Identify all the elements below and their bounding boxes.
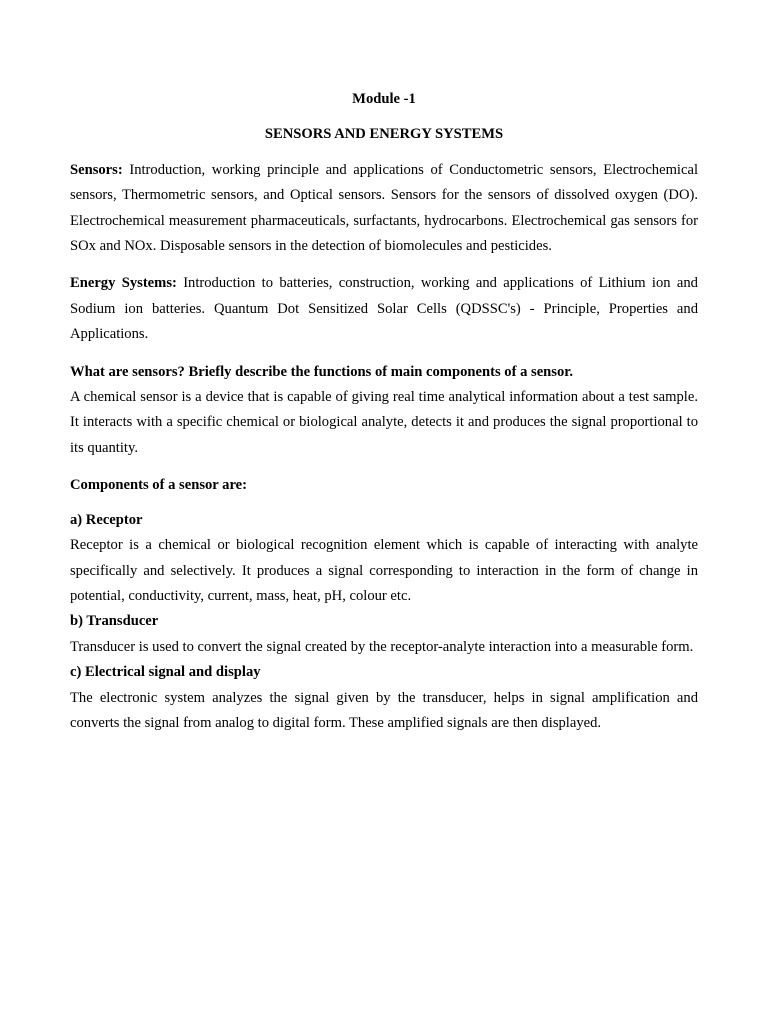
receptor-heading: a) Receptor bbox=[70, 511, 143, 528]
components-heading: Components of a sensor are: bbox=[70, 477, 248, 494]
receptor-paragraph: Receptor is a chemical or biological recognition element which is capable of interacting with analyte specifically and selectively. It produces a signal corresponding to interaction in the form of change in potential, conductivity, current, mass, heat, pH, colour etc. bbox=[70, 537, 698, 604]
section-title: SENSORS AND ENERGY SYSTEMS bbox=[264, 126, 504, 143]
electrical-signal-display-heading: c) Electrical signal and display bbox=[70, 664, 261, 681]
sensors-text: Introduction, working principle and applications of Conductometric sensors, Electrochemical sensors, Thermometric sensors, and Optical sensors. Sensors for the sensors of dissolved oxygen (DO). Electrochemical measurement pharmaceuticals, surfactants, hydrocarbons. Electrochemical gas sensors for SOx and NOx. Disposable sensors in the detection of biomolecules and pesticides. bbox=[70, 161, 698, 255]
sensors-label: Sensors: bbox=[70, 161, 123, 178]
transducer-heading: b) Transducer bbox=[70, 613, 159, 630]
energy-systems-syllabus-paragraph bbox=[70, 271, 698, 347]
module-title: Module -1 bbox=[352, 91, 416, 107]
transducer-paragraph: Transducer is used to convert the signal created by the receptor-analyte interaction into a measurable form. bbox=[70, 638, 694, 655]
question-answer-paragraph: A chemical sensor is a device that is capable of giving real time analytical information about a test sample. It interacts with a specific chemical or biological analyte, detects it and produces the signal proportional to its quantity. bbox=[70, 389, 698, 456]
sensors-syllabus-paragraph bbox=[70, 158, 698, 260]
energy-systems-text: Introduction to batteries, construction, working and applications of Lithium ion and Sodium ion batteries. Quantum Dot Sensitized Solar Cells (QDSSC's) - Principle, Properties and Applications. bbox=[70, 275, 698, 343]
energy-systems-label: Energy Systems: bbox=[70, 275, 177, 292]
page-content bbox=[70, 87, 698, 736]
electrical-signal-display-paragraph: The electronic system analyzes the signal given by the transducer, helps in signal amplification and converts the signal from analog to digital form. These amplified signals are then displayed. bbox=[70, 689, 698, 731]
question-heading: What are sensors? Briefly describe the functions of main components of a sensor. bbox=[70, 363, 574, 380]
